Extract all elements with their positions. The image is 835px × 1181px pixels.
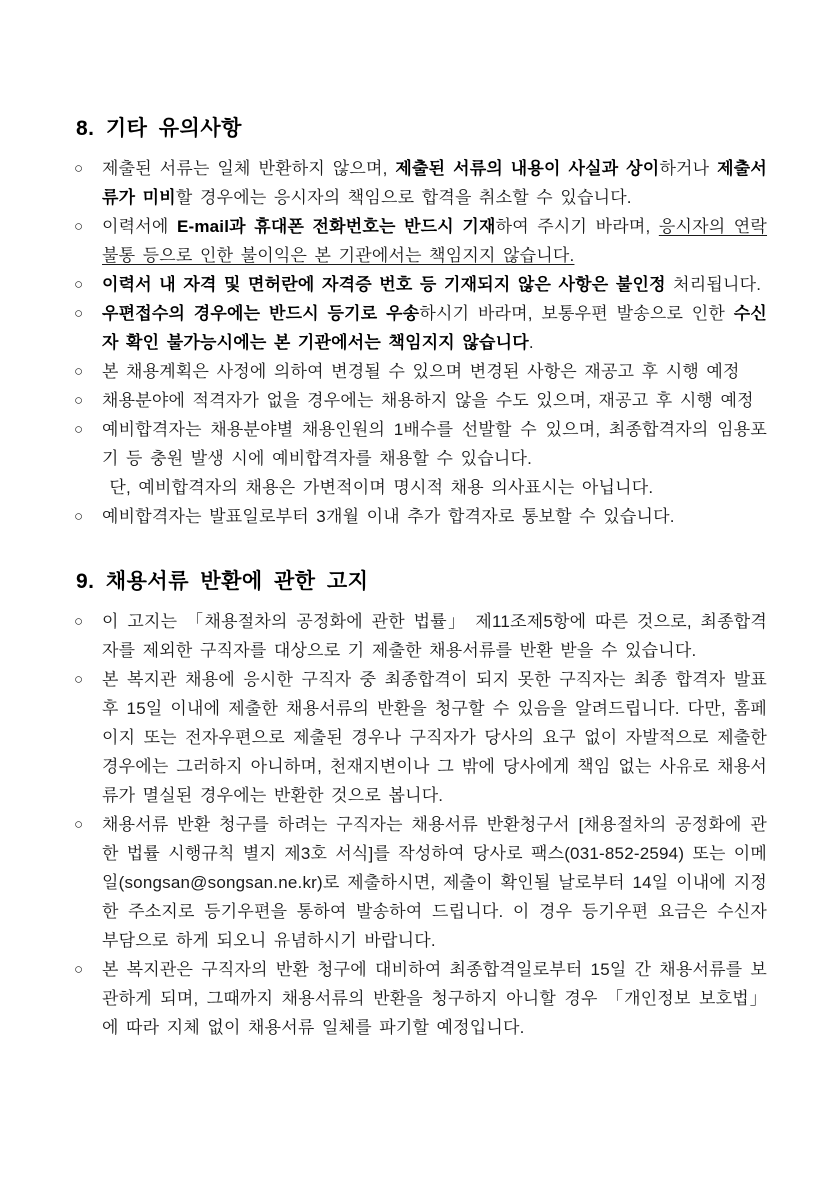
text-run: 하거나: [659, 159, 718, 178]
text-run: 하시기 바라며, 보통우편 발송으로 인한: [419, 304, 734, 323]
text-run: .: [528, 333, 534, 352]
circle-bullet-icon: ○: [74, 276, 84, 293]
text-run: 응시자의 연락불통 등으로 인한 불이익은 본 기관에서는 책임지지 않습니다.: [102, 217, 768, 265]
circle-bullet-icon: ○: [74, 508, 84, 525]
text-run: 처리됩니다.: [665, 275, 762, 294]
text-run: 예비합격자는 발표일로부터 3개월 이내 추가 합격자로 통보할 수 있습니다.: [102, 507, 675, 526]
list-item: [74, 299, 767, 357]
list-item: [74, 955, 767, 1042]
text-run: 이 고지는 「채용절차의 공정화에 관한 법률」 제11조제5항에 따른 것으로, 최종합격자를 제외한 구직자를 대상으로 기 제출한 채용서류를 반환 받을 수 있습니다.: [102, 612, 767, 660]
bullet-text: [102, 502, 767, 531]
section-other-notes: [74, 112, 767, 531]
bullet-text: [102, 955, 767, 1042]
circle-bullet-icon: ○: [74, 363, 84, 380]
bullet-text: [102, 154, 767, 212]
circle-bullet-icon: ○: [74, 392, 84, 409]
text-run: 본 채용계획은 사정에 의하여 변경될 수 있으며 변경된 사항은 재공고 후 시행 예정: [102, 362, 740, 381]
text-run: 우편접수의 경우에는 반드시 등기로 우송: [102, 304, 420, 323]
bullet-text: [102, 357, 767, 386]
bullet-text: [102, 386, 767, 415]
section-document-return-notice: [74, 565, 767, 1042]
text-run: 본 복지관은 구직자의 반환 청구에 대비하여 최종합격일로부터 15일 간 채용서류를 보관하게 되며, 그때까지 채용서류의 반환을 청구하지 아니할 경우 「개인정보 보호법」에 따라 지체 없이 채용서류 일체를 파기할 예정입니다.: [102, 960, 767, 1037]
text-run: E-mail과 휴대폰 전화번호는 반드시 기재: [176, 217, 496, 236]
text-run: 할 경우에는 응시자의 책임으로 합격을 취소할 수 있습니다.: [175, 188, 632, 207]
list-item: [74, 665, 767, 810]
circle-bullet-icon: ○: [74, 305, 84, 322]
text-run: 본 복지관 채용에 응시한 구직자 중 최종합격이 되지 못한 구직자는 최종 합격자 발표 후 15일 이내에 제출한 채용서류의 반환을 청구할 수 있음을 알려드립니다. 다만, 홈페이지 또는 전자우편으로 제출된 경우나 구직자가 당사의 요구 없이 자발적으로 제출한 경우에는 그러하지 아니하며, 천재지변이나 그 밖에 당사에게 책임 없는 사유로 채용서류가 멸실된 경우에는 반환한 것으로 봅니다.: [102, 670, 767, 805]
text-run: 제출된 서류는 일체 반환하지 않으며,: [102, 159, 396, 178]
section-heading: 8. 기타 유의사항: [76, 117, 242, 140]
list-item: [74, 415, 767, 502]
circle-bullet-icon: ○: [74, 421, 84, 438]
bullet-list: [74, 154, 767, 531]
list-item: [74, 154, 767, 212]
text-run: 채용분야에 적격자가 없을 경우에는 채용하지 않을 수도 있으며, 재공고 후 시행 예정: [102, 391, 754, 410]
text-run: 이력서에: [102, 217, 177, 236]
list-item: [74, 810, 767, 955]
list-item: [74, 386, 767, 415]
text-run: 예비합격자는 채용분야별 채용인원의 1배수를 선발할 수 있으며, 최종합격자의 임용포기 등 충원 발생 시에 예비합격자를 채용할 수 있습니다.: [102, 420, 767, 468]
circle-bullet-icon: ○: [74, 613, 84, 630]
text-run: 단, 예비합격자의 채용은 가변적이며 명시적 채용 의사표시는 아닙니다.: [102, 478, 654, 497]
list-item: [74, 502, 767, 531]
text-run: 하여 주시기 바라며,: [495, 217, 659, 236]
bullet-text: [102, 665, 767, 810]
list-item: [74, 607, 767, 665]
text-run: 제출된 서류의 내용이 사실과 상이: [395, 159, 660, 178]
circle-bullet-icon: ○: [74, 816, 84, 833]
circle-bullet-icon: ○: [74, 961, 84, 978]
text-run: 이력서 내 자격 및 면허란에 자격증 번호 등 기재되지 않은 사항은 불인정: [102, 275, 666, 294]
bullet-text: [102, 415, 767, 502]
bullet-text: [102, 607, 767, 665]
circle-bullet-icon: ○: [74, 218, 84, 235]
bullet-text: [102, 212, 767, 270]
circle-bullet-icon: ○: [74, 671, 84, 688]
list-item: [74, 212, 767, 270]
list-item: [74, 270, 767, 299]
text-run: 제출서류가 미비: [102, 159, 768, 207]
list-item: [74, 357, 767, 386]
bullet-text: [102, 299, 767, 357]
text-run: 채용서류 반환 청구를 하려는 구직자는 채용서류 반환청구서 [채용절차의 공정화에 관한 법률 시행규칙 별지 제3호 서식]를 작성하여 당사로 팩스(031-852-2594) 또는 이메일(songsan@songsan.ne.kr)로 제출하시면, 제출이 확인될 날로부터 14일 이내에 지정한 주소지로 등기우편을 통하여 발송하여 드립니다. 이 경우 등기우편 요금은 수신자 부담으로 하게 되오니 유념하시기 바랍니다.: [102, 815, 767, 950]
section-heading: 9. 채용서류 반환에 관한 고지: [76, 570, 369, 593]
bullet-text: [102, 810, 767, 955]
bullet-text: [102, 270, 767, 299]
bullet-list: [74, 607, 767, 1042]
text-run: 수신자 확인 불가능시에는 본 기관에서는 책임지지 않습니다: [102, 304, 767, 352]
circle-bullet-icon: ○: [74, 160, 84, 177]
